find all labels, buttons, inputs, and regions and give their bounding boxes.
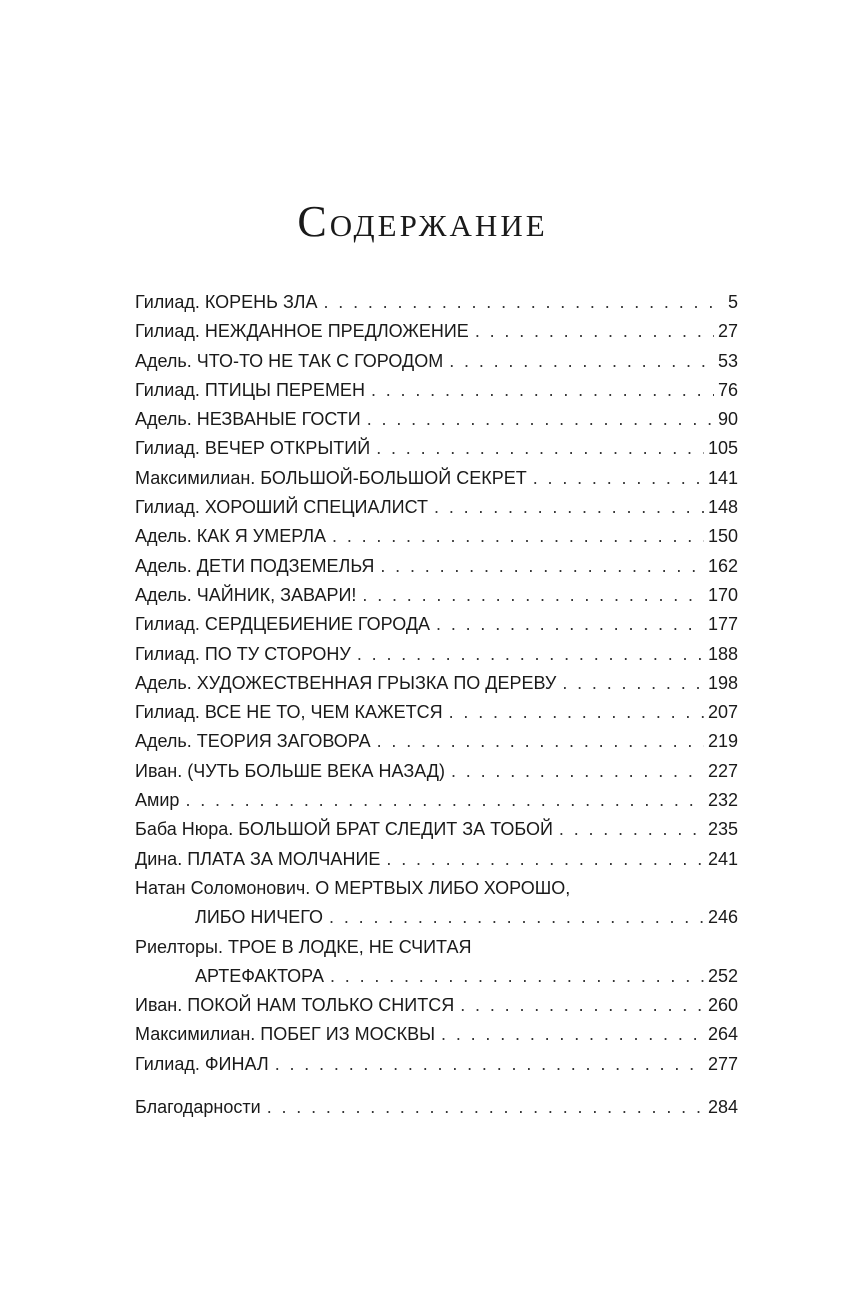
toc-entry-page: 277 (707, 1053, 738, 1074)
toc-entry[interactable] (135, 434, 738, 463)
toc-entry[interactable] (135, 522, 738, 551)
toc-entry-page: 264 (707, 1024, 738, 1045)
toc-entry[interactable] (135, 493, 738, 522)
leader-dots (436, 610, 704, 639)
toc-entry-page: 162 (707, 555, 738, 576)
toc-entry-page: 105 (707, 438, 738, 459)
leader-dots (380, 552, 704, 581)
toc-entry-wrapped[interactable] (135, 874, 738, 933)
toc-entry-label: Иван. ПОКОЙ НАМ ТОЛЬКО СНИТСЯ (135, 995, 455, 1016)
toc-entry-page: 188 (707, 643, 738, 664)
toc-entry-wrapped[interactable] (135, 933, 738, 992)
leader-dots (332, 522, 704, 551)
leader-dots (377, 727, 704, 756)
leader-dots (559, 815, 704, 844)
leader-dots (376, 434, 704, 463)
toc-entry-page: 76 (717, 379, 738, 400)
toc-entry-label: Иван. (ЧУТЬ БОЛЬШЕ ВЕКА НАЗАД) (135, 760, 445, 781)
toc-entry[interactable] (135, 1020, 738, 1049)
toc-entry-label: Адель. ЧАЙНИК, ЗАВАРИ! (135, 584, 357, 605)
toc-entry-label: Адель. ХУДОЖЕСТВЕННАЯ ГРЫЗКА ПО ДЕРЕВУ (135, 672, 557, 693)
leader-dots (441, 1020, 704, 1049)
leader-dots (460, 991, 704, 1020)
leader-dots (362, 581, 704, 610)
toc-entry-label: Гилиад. ХОРОШИЙ СПЕЦИАЛИСТ (135, 497, 429, 518)
toc-entry[interactable] (135, 376, 738, 405)
table-of-contents (135, 288, 738, 1122)
leader-dots (434, 493, 704, 522)
toc-entry-label: АРТЕФАКТОРА (195, 965, 324, 986)
toc-entry-label-line1: Натан Соломонович. О МЕРТВЫХ ЛИБО ХОРОШО, (135, 877, 571, 898)
leader-dots (475, 317, 714, 346)
toc-entry-page: 232 (707, 790, 738, 811)
toc-entry-label: Гилиад. НЕЖДАННОЕ ПРЕДЛОЖЕНИЕ (135, 321, 469, 342)
leader-dots (386, 845, 704, 874)
toc-entry[interactable] (135, 1050, 738, 1079)
toc-entry[interactable] (135, 757, 738, 786)
leader-dots (367, 405, 714, 434)
leader-dots (449, 698, 704, 727)
toc-entry-page: 53 (717, 350, 738, 371)
leader-dots (323, 288, 724, 317)
toc-entry-label: Адель. ТЕОРИЯ ЗАГОВОРА (135, 731, 371, 752)
toc-entry-label: Гилиад. СЕРДЦЕБИЕНИЕ ГОРОДА (135, 614, 431, 635)
toc-entry-label: Максимилиан. БОЛЬШОЙ-БОЛЬШОЙ СЕКРЕТ (135, 467, 527, 488)
leader-dots (330, 962, 704, 991)
leader-dots (533, 464, 704, 493)
toc-entry-label: Гилиад. ПТИЦЫ ПЕРЕМЕН (135, 379, 365, 400)
toc-entry-page: 148 (707, 497, 738, 518)
toc-entry[interactable] (135, 991, 738, 1020)
toc-entry-label: Гилиад. ФИНАЛ (135, 1053, 269, 1074)
leader-dots (185, 786, 704, 815)
toc-entry[interactable] (135, 845, 738, 874)
toc-entry[interactable] (135, 552, 738, 581)
toc-entry[interactable] (135, 347, 738, 376)
leader-dots (357, 640, 704, 669)
toc-entry-page: 260 (707, 995, 738, 1016)
toc-entry[interactable] (135, 815, 738, 844)
toc-entry-page: 150 (707, 526, 738, 547)
toc-entry-page: 252 (707, 965, 738, 986)
toc-entry-page: 235 (707, 819, 738, 840)
leader-dots (371, 376, 714, 405)
toc-entry-page: 141 (707, 467, 738, 488)
toc-entry[interactable] (135, 669, 738, 698)
toc-entry[interactable] (135, 581, 738, 610)
toc-entry-page: 284 (707, 1097, 738, 1118)
toc-entry[interactable] (135, 640, 738, 669)
toc-entry-page: 5 (727, 292, 738, 312)
toc-entry-label: Гилиад. КОРЕНЬ ЗЛА (135, 292, 318, 312)
page-title: Содержание (297, 197, 548, 246)
toc-entry-label: Адель. ДЕТИ ПОДЗЕМЕЛЬЯ (135, 555, 375, 576)
toc-entry-label: Гилиад. ВСЕ НЕ ТО, ЧЕМ КАЖЕТСЯ (135, 702, 443, 723)
toc-entry-acknowledgements[interactable] (135, 1093, 738, 1122)
toc-entry-page: 170 (707, 584, 738, 605)
toc-entry-page: 219 (707, 731, 738, 752)
toc-entry[interactable] (135, 288, 738, 317)
toc-entry-page: 90 (717, 409, 738, 430)
toc-entry-label: Дина. ПЛАТА ЗА МОЛЧАНИЕ (135, 848, 381, 869)
toc-entry-label: Гилиад. ПО ТУ СТОРОНУ (135, 643, 351, 664)
toc-entry-label: Гилиад. ВЕЧЕР ОТКРЫТИЙ (135, 438, 371, 459)
toc-entry-page: 177 (707, 614, 738, 635)
toc-entry-page: 241 (707, 848, 738, 869)
toc-entry[interactable] (135, 405, 738, 434)
toc-entry-page: 227 (707, 760, 738, 781)
leader-dots (449, 347, 714, 376)
toc-entry[interactable] (135, 610, 738, 639)
toc-entry-label: Максимилиан. ПОБЕГ ИЗ МОСКВЫ (135, 1024, 436, 1045)
toc-entry[interactable] (135, 464, 738, 493)
toc-entry-page: 198 (707, 672, 738, 693)
leader-dots (267, 1093, 704, 1122)
toc-wrapped-list (135, 874, 738, 991)
toc-entry[interactable] (135, 317, 738, 346)
leader-dots (275, 1050, 704, 1079)
toc-entry-label: ЛИБО НИЧЕГО (195, 907, 324, 928)
section-gap (135, 1079, 738, 1093)
toc-entry-page: 207 (707, 702, 738, 723)
toc-entry-label: Адель. ЧТО-ТО НЕ ТАК С ГОРОДОМ (135, 350, 444, 371)
toc-tail-list (135, 991, 738, 1079)
toc-entry-label: Баба Нюра. БОЛЬШОЙ БРАТ СЛЕДИТ ЗА ТОБОЙ (135, 819, 553, 840)
toc-main-list (135, 288, 738, 874)
toc-entry[interactable] (135, 786, 738, 815)
toc-entry[interactable] (135, 698, 738, 727)
toc-entry-page: 27 (717, 321, 738, 342)
toc-entry-label: Амир (135, 790, 180, 811)
leader-dots (562, 669, 704, 698)
leader-dots (451, 757, 704, 786)
toc-entry-label: Благодарности (135, 1097, 261, 1118)
leader-dots (329, 903, 704, 932)
toc-entry-label-line1: Риелторы. ТРОЕ В ЛОДКЕ, НЕ СЧИТАЯ (135, 936, 472, 957)
toc-entry-label: Адель. НЕЗВАНЫЕ ГОСТИ (135, 409, 361, 430)
toc-entry-label: Адель. КАК Я УМЕРЛА (135, 526, 327, 547)
toc-entry-page: 246 (707, 907, 738, 928)
toc-entry[interactable] (135, 727, 738, 756)
